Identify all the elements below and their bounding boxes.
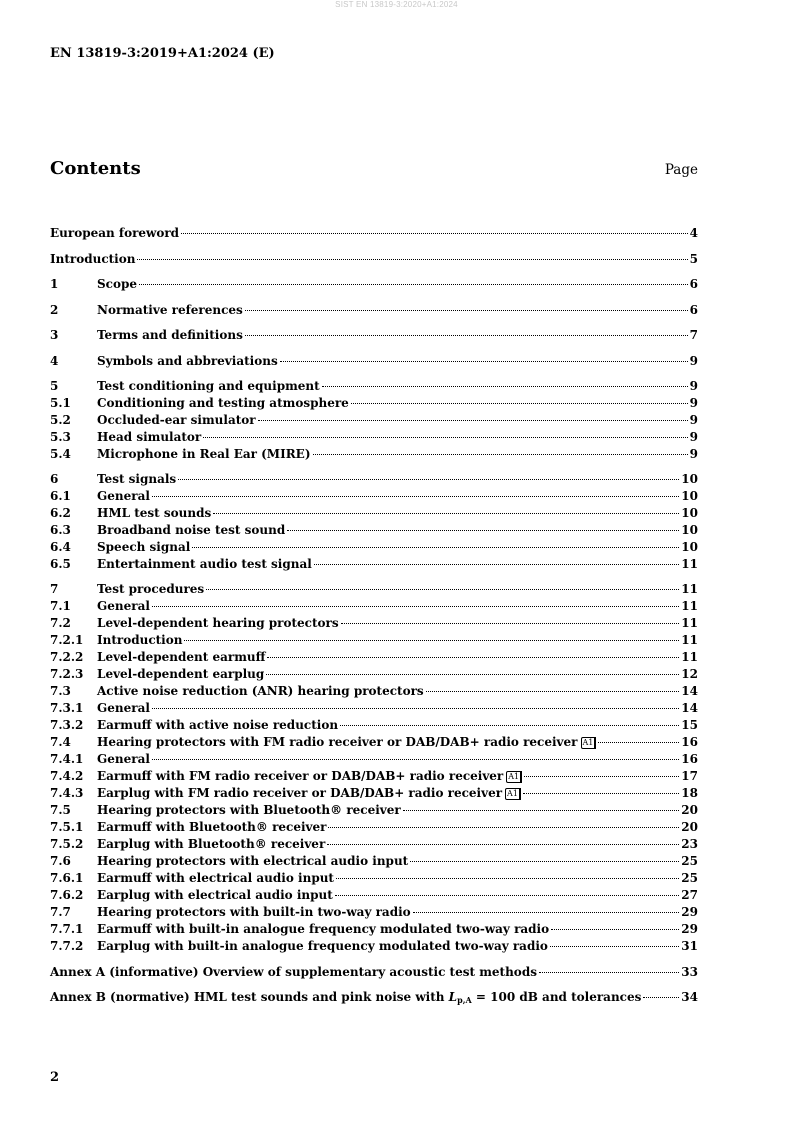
toc-entry-title: Hearing protectors with electrical audio input [97,854,409,868]
toc-entry-number: 7 [50,582,59,596]
toc-leader [550,946,679,947]
toc-entry-page: 12 [681,667,698,681]
toc-entry-page: 31 [681,939,698,953]
toc-entry-number: 7.2 [50,616,71,630]
toc-entry[interactable] [50,395,698,412]
toc-entry-title: Earmuff with Bluetooth® receiver [97,820,327,834]
toc-entry-page: 10 [681,472,698,486]
toc-entry[interactable] [50,488,698,505]
toc-leader [152,496,679,497]
toc-entry-title: HML test sounds [97,506,212,520]
toc-entry[interactable] [50,938,698,955]
toc-entry-page: 10 [681,489,698,503]
toc-entry-title: General [97,752,150,766]
toc-entry-title: Earmuff with electrical audio input [97,871,334,885]
toc-leader [137,259,687,260]
toc-entry-number: 7.4.2 [50,769,84,783]
toc-entry-page: 4 [689,226,698,240]
toc-leader [213,513,679,514]
toc-entry-page: 20 [681,820,698,834]
toc-entry-number: 7.2.3 [50,667,84,681]
amendment-marker-icon: A1 [581,737,597,749]
toc-entry[interactable] [50,700,698,717]
toc-entry[interactable] [50,615,698,632]
toc-entry-number: 2 [50,302,59,317]
toc-entry[interactable] [50,505,698,522]
toc-entry-page: 23 [681,837,698,851]
toc-entry-page: 33 [681,964,698,979]
toc-entry-page: 7 [689,328,698,342]
toc-entry-page: 11 [681,582,698,596]
toc-entry[interactable] [50,251,698,268]
toc-entry[interactable] [50,378,698,395]
toc-entry[interactable] [50,225,698,242]
toc-entry-number: 5.1 [50,396,71,410]
toc-leader [258,420,688,421]
toc-entry[interactable] [50,734,698,751]
toc-entry[interactable] [50,556,698,573]
toc-leader [314,564,679,565]
toc-entry-page: 5 [689,251,698,266]
toc-entry[interactable] [50,802,698,819]
toc-entry-number: 7.6.1 [50,871,84,885]
toc-entry-number: 7.6 [50,854,71,868]
toc-entry[interactable] [50,302,698,319]
toc-entry-title: Active noise reduction (ANR) hearing protectors [97,684,424,698]
toc-entry-title: Occluded-ear simulator [97,413,256,427]
toc-entry[interactable] [50,853,698,870]
toc-leader [287,530,679,531]
toc-entry-number: 7.7.2 [50,939,84,953]
toc-leader [524,776,679,777]
toc-entry-title: Hearing protectors with FM radio receiver or DAB/DAB+ radio receiver A1 [97,734,596,751]
toc-entry[interactable] [50,921,698,938]
toc-entry-number: 7.2.1 [50,633,84,647]
toc-entry[interactable] [50,717,698,734]
toc-entry-title: Conditioning and testing atmosphere [97,396,349,410]
toc-entry-annex-a[interactable] [50,964,698,981]
toc-entry-title: Earmuff with built-in analogue frequency modulated two-way radio [97,922,550,936]
toc-entry-number: 7.4.3 [50,786,84,800]
toc-leader [192,547,679,548]
toc-entry-page: 14 [681,684,698,698]
toc-entry-title: Head simulator [97,430,202,444]
toc-leader [245,310,688,311]
toc-leader [351,403,688,404]
toc-entry-number: 7.5.2 [50,837,84,851]
toc-entry-title: Earplug with Bluetooth® receiver [97,837,326,851]
toc-leader [340,725,679,726]
toc-entry-page: 10 [681,540,698,554]
toc-entry[interactable] [50,887,698,904]
table-of-contents [50,225,698,1006]
toc-entry-number: 7.6.2 [50,888,84,902]
toc-leader [322,386,688,387]
toc-leader [643,997,679,998]
toc-leader [539,972,679,973]
toc-entry-number: 6.1 [50,489,71,503]
toc-entry-number: 7.5.1 [50,820,84,834]
toc-leader [266,674,679,675]
toc-entry-page: 14 [681,701,698,715]
toc-entry-title: Test signals [97,472,177,486]
toc-entry[interactable] [50,683,698,700]
toc-leader [267,657,679,658]
toc-entry-title: Introduction [50,251,136,266]
toc-entry-title: Annex B (normative) HML test sounds and pink noise with $L_{p,A} = 100$ dB and tolerances [50,990,642,1005]
toc-entry-page: 6 [689,302,698,317]
toc-entry[interactable] [50,353,698,370]
watermark: SIST EN 13819-3:2020+A1:2024 [335,0,458,9]
toc-leader [341,623,680,624]
toc-entry-page: 11 [681,650,698,664]
toc-entry-title: Introduction [97,633,183,647]
toc-entry-title: Hearing protectors with Bluetooth® receiver [97,803,401,817]
toc-entry-title: Speech signal [97,540,191,554]
amendment-marker-icon: A1 [505,788,521,800]
toc-leader [426,691,680,692]
toc-entry-title: Earplug with built-in analogue frequency modulated two-way radio [97,939,548,953]
toc-entry-number: 7.7.1 [50,922,84,936]
toc-entry[interactable] [50,870,698,887]
toc-entry-title: General [97,701,150,715]
toc-entry[interactable] [50,768,698,785]
toc-entry-number: 7.5 [50,803,71,817]
toc-entry[interactable] [50,819,698,836]
toc-leader [551,929,679,930]
toc-entry[interactable] [50,471,698,488]
toc-leader [184,640,679,641]
toc-entry-page: 9 [689,413,698,427]
toc-entry-page: 25 [681,871,698,885]
toc-entry[interactable] [50,412,698,429]
toc-entry-page: 25 [681,854,698,868]
toc-entry-number: 6 [50,472,59,486]
toc-entry-page: 16 [681,752,698,766]
toc-entry-title: Level-dependent earplug [97,667,265,681]
toc-entry-number: 7.3 [50,684,71,698]
toc-entry-page: 29 [681,905,698,919]
toc-entry-number: 5 [50,379,59,393]
toc-entry-page: 9 [689,447,698,461]
toc-entry[interactable] [50,598,698,615]
toc-entry-number: 5.3 [50,430,71,444]
toc-entry-page: 11 [681,633,698,647]
toc-entry-page: 9 [689,396,698,410]
toc-entry-title: Terms and definitions [97,328,243,342]
toc-leader [178,479,679,480]
toc-entry-title: General [97,599,150,613]
toc-leader [152,759,679,760]
toc-entry-title: Symbols and abbreviations [97,353,278,368]
toc-entry-page: 9 [689,430,698,444]
toc-leader [181,233,688,234]
toc-entry[interactable] [50,649,698,666]
toc-entry-number: 7.4.1 [50,752,84,766]
toc-entry-page: 10 [681,523,698,537]
toc-entry-page: 6 [689,277,698,291]
page-column-label: Page [664,162,698,178]
toc-entry-number: 7.1 [50,599,71,613]
toc-leader [152,606,679,607]
toc-leader [327,844,679,845]
toc-entry-page: 10 [681,506,698,520]
toc-leader [335,895,680,896]
toc-entry[interactable] [50,632,698,649]
toc-entry-title: Hearing protectors with built-in two-way radio [97,905,411,919]
toc-entry-title: Level-dependent earmuff [97,650,266,664]
toc-entry[interactable] [50,522,698,539]
toc-entry-title: General [97,489,150,503]
toc-entry-page: 17 [681,769,698,783]
toc-entry-title: Annex A (informative) Overview of supplementary acoustic test methods [50,964,537,979]
toc-leader [413,912,680,913]
toc-entry-number: 7.3.1 [50,701,84,715]
toc-entry-title: Earmuff with FM radio receiver or DAB/DAB+ radio receiver A1 [97,768,522,785]
toc-entry-page: 9 [689,379,698,393]
toc-entry[interactable] [50,751,698,768]
toc-entry-title: Earplug with FM radio receiver or DAB/DAB+ radio receiver A1 [97,785,521,802]
toc-leader [203,437,687,438]
toc-entry-title: Earmuff with active noise reduction [97,718,339,732]
toc-entry-number: 6.5 [50,557,71,571]
toc-entry-title: Broadband noise test sound [97,523,286,537]
toc-entry-number: 7.4 [50,735,71,749]
toc-entry[interactable] [50,446,698,463]
toc-entry[interactable] [50,666,698,683]
toc-entry[interactable] [50,904,698,921]
toc-leader [403,810,680,811]
toc-entry-number: 7.2.2 [50,650,84,664]
toc-entry-number: 1 [50,277,59,291]
toc-leader [523,793,679,794]
toc-entry-number: 6.4 [50,540,71,554]
toc-entry-title: Test procedures [97,582,205,596]
toc-entry-page: 16 [681,735,698,749]
toc-leader [410,861,679,862]
toc-leader [336,878,679,879]
toc-entry-number: 6.2 [50,506,71,520]
toc-entry[interactable] [50,581,698,598]
toc-entry[interactable] [50,539,698,556]
amendment-marker-icon: A1 [506,771,522,783]
toc-leader [328,827,679,828]
toc-entry[interactable] [50,785,698,802]
toc-entry-title: Level-dependent hearing protectors [97,616,339,630]
toc-entry[interactable] [50,836,698,853]
toc-entry[interactable] [50,429,698,446]
toc-entry-title: Earplug with electrical audio input [97,888,333,902]
toc-entry-annex-b[interactable] [50,989,698,1006]
toc-entry-page: 18 [681,786,698,800]
toc-entry-title: European foreword [50,226,180,240]
toc-entry-page: 34 [681,990,698,1004]
toc-leader [280,361,688,362]
toc-leader [152,708,679,709]
toc-entry-page: 27 [681,888,698,902]
toc-leader [313,454,688,455]
toc-entry-page: 20 [681,803,698,817]
toc-entry-page: 11 [681,616,698,630]
toc-leader [245,335,688,336]
toc-leader [139,284,688,285]
contents-heading: Contents [50,158,141,179]
toc-leader [206,589,679,590]
toc-entry-page: 29 [681,922,698,936]
toc-entry[interactable] [50,327,698,344]
toc-entry-number: 7.7 [50,905,71,919]
toc-entry-page: 9 [689,353,698,368]
toc-entry-page: 11 [681,599,698,613]
toc-entry-title: Normative references [97,302,243,317]
toc-entry[interactable] [50,276,698,293]
toc-entry-number: 3 [50,328,59,342]
toc-leader [598,742,679,743]
toc-entry-number: 5.4 [50,447,71,461]
toc-entry-number: 6.3 [50,523,71,537]
toc-entry-title: Entertainment audio test signal [97,557,312,571]
document-id: EN 13819-3:2019+A1:2024 (E) [50,46,275,61]
toc-entry-title: Test conditioning and equipment [97,379,320,393]
toc-entry-number: 7.3.2 [50,718,84,732]
toc-entry-title: Scope [97,277,138,291]
toc-entry-page: 11 [681,557,698,571]
toc-entry-page: 15 [681,718,698,732]
page-number: 2 [50,1070,60,1085]
toc-entry-number: 4 [50,353,59,368]
toc-entry-title: Microphone in Real Ear (MIRE) [97,447,311,461]
toc-entry-number: 5.2 [50,413,71,427]
